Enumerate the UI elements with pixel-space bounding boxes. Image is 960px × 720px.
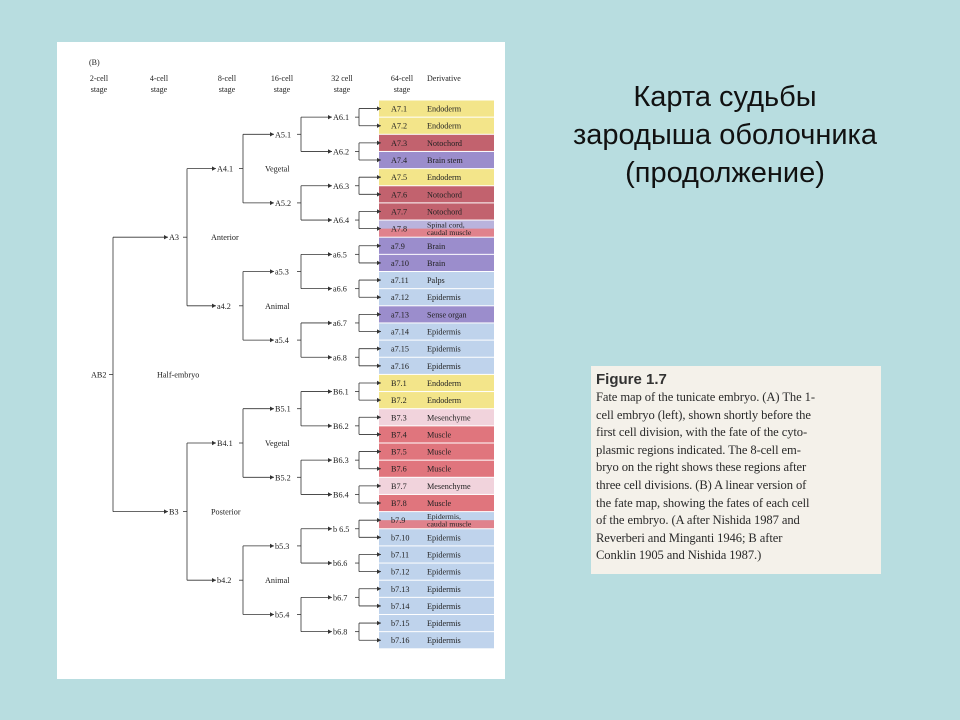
panel-label: (B): [89, 58, 100, 67]
cell-label-64: A7.4: [391, 156, 408, 166]
cell-label-8: a4.2: [217, 301, 231, 311]
cell-label-64: b7.16: [391, 636, 410, 646]
arrowhead: [328, 561, 332, 565]
arrowhead: [212, 578, 216, 582]
arrowhead: [212, 441, 216, 445]
slide-title: [540, 78, 910, 192]
region-note: Posterior: [211, 507, 241, 517]
arrowhead: [328, 115, 332, 119]
cell-label-32: B6.3: [333, 456, 349, 466]
region-note: Animal: [265, 576, 290, 586]
fate-label: caudal muscle: [427, 519, 472, 529]
cell-label-64: a7.13: [391, 310, 409, 320]
cell-label-32: B6.4: [333, 490, 349, 500]
fate-label: Brain: [427, 241, 446, 251]
region-note: Vegetal: [265, 439, 290, 448]
arrowhead: [328, 149, 332, 153]
fate-label: Endoderm: [427, 173, 462, 183]
caption-line: three cell divisions. (B) A linear version of: [596, 477, 807, 492]
caption-line: cell embryo (left), shown shortly before the: [596, 407, 811, 422]
region-note: Anterior: [211, 233, 239, 243]
fate-label: Epidermis: [427, 293, 461, 303]
fate-label: Epidermis,: [427, 512, 461, 522]
cell-label-64: B7.1: [391, 378, 407, 388]
cell-label-16: B5.2: [275, 473, 291, 483]
cell-label-64: a7.12: [391, 293, 409, 303]
caption-line: the fate map, showing the fates of each cell: [596, 495, 810, 510]
fate-label: caudal muscle: [427, 228, 472, 238]
arrowhead: [328, 286, 332, 290]
fate-label: Notochord: [427, 207, 463, 217]
arrowhead: [270, 269, 274, 273]
cell-label-64: B7.8: [391, 499, 407, 509]
fate-label: Spinal cord,: [427, 220, 465, 230]
figure-caption: [591, 366, 881, 574]
fate-label: Epidermis: [427, 619, 461, 629]
fate-label: Endoderm: [427, 396, 462, 406]
cell-label-32: A6.3: [333, 181, 350, 191]
cell-label-64: b7.10: [391, 533, 410, 543]
arrowhead: [164, 235, 168, 239]
arrowhead: [270, 132, 274, 136]
cell-label-16: A5.2: [275, 198, 292, 208]
fate-label: Endoderm: [427, 378, 462, 388]
caption-line: Conklin 1905 and Nishida 1987.): [596, 548, 762, 563]
cell-label-32: b 6.5: [333, 524, 350, 534]
cell-label-64: A7.7: [391, 207, 408, 217]
fate-label: Brain stem: [427, 156, 463, 166]
column-header: 16-cell: [270, 74, 294, 83]
column-header: 2-cell: [89, 74, 109, 83]
caption-heading: Figure 1.7: [596, 371, 667, 388]
arrowhead: [270, 475, 274, 479]
fate-label: Epidermis: [427, 601, 461, 611]
cell-label-64: b7.14: [391, 601, 410, 611]
arrowhead: [212, 304, 216, 308]
fate-label: Epidermis: [427, 584, 461, 594]
title-line-3: (продолжение): [625, 157, 825, 189]
cell-label-32: A6.1: [333, 113, 350, 123]
arrowhead: [270, 338, 274, 342]
cell-label-4: B3: [169, 507, 179, 517]
cell-label-64: a7.16: [391, 361, 409, 371]
region-note: Animal: [265, 301, 290, 311]
cell-label-32: b6.7: [333, 593, 348, 603]
column-header: 64-cell: [390, 74, 414, 83]
arrowhead: [328, 184, 332, 188]
cell-label-64: A7.5: [391, 173, 408, 183]
cell-label-64: B7.7: [391, 481, 407, 491]
caption-line: of the embryo. (A after Nishida 1987 and: [596, 513, 800, 528]
cell-label-64: A7.2: [391, 121, 408, 131]
fate-map-diagram: [57, 42, 505, 679]
arrowhead: [328, 252, 332, 256]
cell-label-32: a6.7: [333, 318, 347, 328]
cell-label-32: B6.2: [333, 421, 349, 431]
cell-label-64: b7.11: [391, 550, 410, 560]
cell-label-32: a6.5: [333, 250, 347, 260]
cell-label-64: B7.6: [391, 464, 407, 474]
cell-label-64: a7.15: [391, 344, 409, 354]
title-line-1: Карта судьбы: [633, 81, 817, 113]
cell-label-16: B5.1: [275, 404, 291, 414]
fate-label: Sense organ: [427, 310, 467, 320]
cell-label-16: b5.4: [275, 610, 290, 620]
caption-line: bryo on the right shows these regions after: [596, 460, 807, 475]
fate-label: Mesenchyme: [427, 481, 471, 491]
arrowhead: [328, 424, 332, 428]
cell-label-64: B7.3: [391, 413, 407, 423]
fate-label: Notochord: [427, 190, 463, 200]
fate-label: Endoderm: [427, 121, 462, 131]
fate-label: Epidermis: [427, 327, 461, 337]
column-header: stage: [150, 85, 168, 94]
cell-label-8: B4.1: [217, 439, 233, 448]
column-header: 8-cell: [217, 74, 237, 83]
column-header: stage: [273, 85, 291, 94]
caption-line: Fate map of the tunicate embryo. (A) The 1-: [596, 390, 815, 404]
cell-label-64: a7.11: [391, 276, 409, 286]
cell-label-32: a6.6: [333, 284, 347, 294]
column-header: stage: [393, 85, 411, 94]
arrowhead: [328, 492, 332, 496]
cell-label-64: A7.6: [391, 190, 408, 200]
arrowhead: [270, 407, 274, 411]
arrowhead: [212, 166, 216, 170]
cell-label-64: A7.1: [391, 104, 408, 114]
arrowhead: [328, 389, 332, 393]
column-header: stage: [333, 85, 351, 94]
fate-label: Epidermis: [427, 567, 461, 577]
arrowhead: [328, 458, 332, 462]
cell-label-64: b7.9: [391, 516, 406, 526]
cell-label-4: A3: [169, 233, 180, 243]
cell-label-64: a7.9: [391, 241, 405, 251]
cell-label-64: B7.5: [391, 447, 407, 457]
arrowhead: [270, 201, 274, 205]
cell-label-32: A6.2: [333, 147, 350, 157]
arrowhead: [328, 321, 332, 325]
arrowhead: [164, 509, 168, 513]
cell-label-8: A4.1: [217, 164, 234, 174]
cell-label-64: a7.10: [391, 258, 409, 268]
cell-label-8: b4.2: [217, 576, 232, 586]
arrowhead: [328, 629, 332, 633]
cell-label-32: b6.8: [333, 627, 348, 637]
arrowhead: [328, 527, 332, 531]
column-header: Derivative: [427, 74, 461, 83]
arrowhead: [270, 612, 274, 616]
fate-label: Epidermis: [427, 636, 461, 646]
fate-label: Endoderm: [427, 104, 462, 114]
fate-label: Palps: [427, 276, 445, 286]
title-line-2: зародыша оболочника: [572, 119, 877, 151]
column-header: stage: [218, 85, 236, 94]
arrowhead: [328, 218, 332, 222]
cell-label-64: B7.4: [391, 430, 407, 440]
root-note: Half-embryo: [157, 370, 200, 380]
fate-label: Notochord: [427, 138, 463, 148]
fate-label: Muscle: [427, 447, 452, 457]
cell-label-32: a6.8: [333, 353, 347, 363]
arrowhead: [270, 544, 274, 548]
cell-label-64: A7.8: [391, 224, 408, 234]
root-cell-label: AB2: [91, 370, 107, 380]
caption-line: first cell division, with the fate of the cyto-: [596, 425, 808, 440]
cell-label-64: a7.14: [391, 327, 409, 337]
fate-label: Epidermis: [427, 550, 461, 560]
fate-label: Muscle: [427, 464, 452, 474]
cell-label-16: A5.1: [275, 130, 292, 140]
cell-label-16: a5.4: [275, 336, 289, 346]
cell-label-64: b7.12: [391, 567, 410, 577]
fate-label: Brain: [427, 258, 446, 268]
fate-label: Epidermis: [427, 361, 461, 371]
cell-label-32: A6.4: [333, 216, 350, 226]
cell-label-32: b6.6: [333, 559, 348, 569]
cell-label-16: a5.3: [275, 267, 289, 277]
column-header: 32 cell: [331, 74, 353, 83]
cell-label-32: B6.1: [333, 387, 349, 397]
arrowhead: [328, 355, 332, 359]
fate-label: Epidermis: [427, 344, 461, 354]
arrowhead: [328, 595, 332, 599]
fate-label: Mesenchyme: [427, 413, 471, 423]
caption-line: plasmic regions indicated. The 8-cell em-: [596, 442, 801, 457]
cell-label-64: b7.15: [391, 619, 410, 629]
column-header: stage: [90, 85, 108, 94]
region-note: Vegetal: [265, 164, 290, 174]
caption-line: Reverberi and Minganti 1946; B after: [596, 530, 783, 545]
cell-label-64: b7.13: [391, 584, 410, 594]
cell-label-64: B7.2: [391, 396, 407, 406]
fate-label: Epidermis: [427, 533, 461, 543]
fate-label: Muscle: [427, 499, 452, 509]
caption-body: [596, 389, 877, 565]
cell-label-64: A7.3: [391, 138, 408, 148]
column-header: 4-cell: [149, 74, 169, 83]
lineage-tree: [57, 42, 505, 679]
fate-label: Muscle: [427, 430, 452, 440]
cell-label-16: b5.3: [275, 541, 290, 551]
